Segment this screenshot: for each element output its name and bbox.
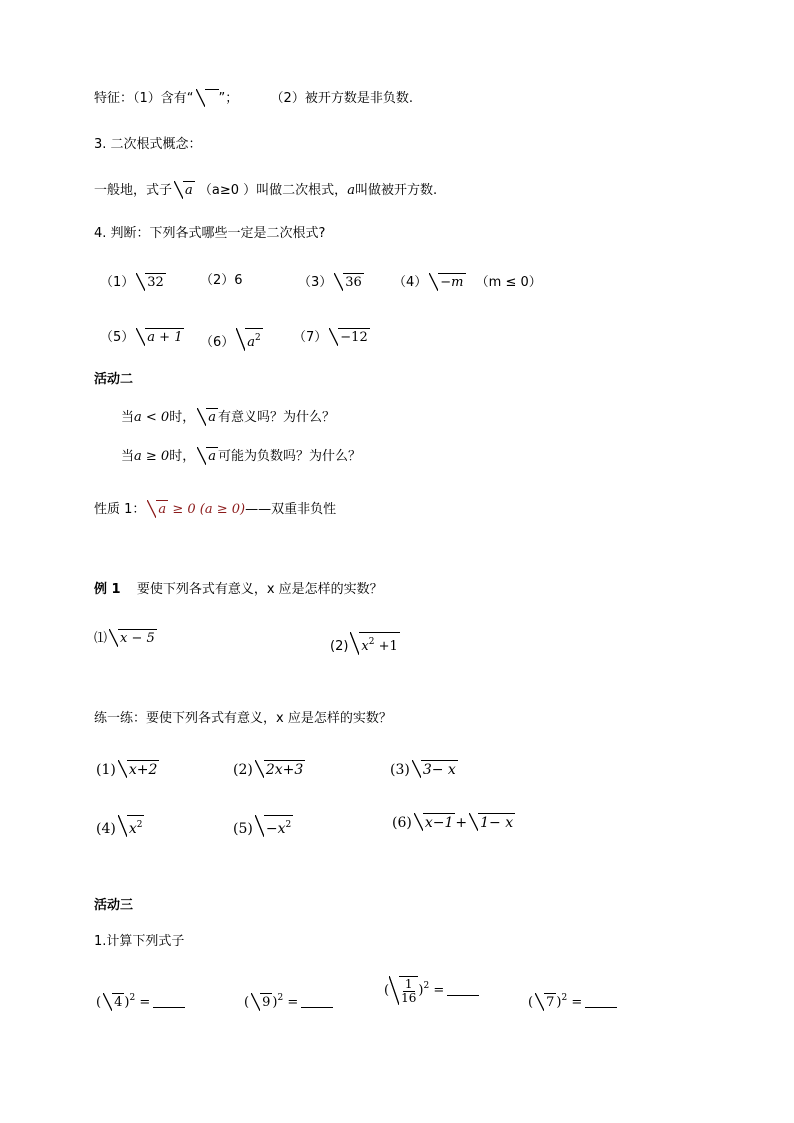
practice-item-5: $(5) -x^2$ (233, 815, 293, 837)
example1-item-1: ⑴ x − 5 (94, 631, 155, 646)
judge-item-5: （5） a + 1 (100, 330, 183, 345)
definition-part2: 叫做被开方数. (354, 183, 438, 198)
example1-label: 例 1 (94, 582, 121, 597)
property-line (94, 500, 336, 518)
feature-line (94, 89, 413, 107)
practice-item-6: (6) x−1 + 1− x (392, 815, 514, 831)
practice-item-1: (1) x+2 (96, 762, 158, 778)
example1-line (94, 582, 383, 598)
judge-item-7: （7） −12 (293, 330, 368, 345)
property-radical: a (147, 500, 168, 518)
definition-var2: a (347, 183, 355, 198)
judge-item-6: （6） $a^2$ (200, 328, 263, 351)
feature-item2: （2）被开方数是非负数. (270, 91, 413, 106)
example1-text: 要使下列各式有意义，x 应是怎样的实数？ (136, 582, 383, 597)
activity2-q1: 当a < 0时， a 有意义吗？为什么？ (121, 410, 335, 425)
practice-item-2: (2) 2x+3 (233, 762, 304, 778)
judge-item-2: （2）6 (200, 273, 243, 288)
example1-item-2: (2) $x^2 +1$ (330, 632, 400, 655)
activity3-subtitle: 1.计算下列式子 (94, 934, 185, 949)
section4-title: 4. 判断：下列各式哪些一定是二次根式? (94, 226, 326, 241)
property-expr: ≥ 0 (a ≥ 0) (172, 502, 246, 517)
answer-blank[interactable] (447, 983, 479, 996)
calc-item-3: ( $\frac{1}{16}$ )$^2$ = (384, 976, 479, 1005)
section3-title: 3. 二次根式概念： (94, 137, 202, 152)
calc-item-2: ( 9 )$^2$ = (244, 990, 333, 1011)
answer-blank[interactable] (301, 995, 333, 1008)
practice-item-4: (4) $x^2$ (96, 815, 144, 837)
practice-title: 练一练：要使下列各式有意义，x 应是怎样的实数？ (94, 711, 392, 726)
radical-symbol (196, 89, 219, 107)
calc-item-1: ( 4 )$^2$ = (96, 990, 185, 1011)
judge-item-1: （1） 32 (100, 275, 164, 290)
property-post: ——双重非负性 (245, 502, 337, 517)
judge-item-4: （4） −m （m ≤ 0） (393, 275, 542, 290)
definition-part1: 一般地，式子 (94, 183, 173, 198)
definition-cond: （a≥0 ）叫做二次根式， (198, 183, 348, 198)
activity2-title: 活动二 (94, 372, 134, 387)
activity3-title: 活动三 (94, 898, 134, 913)
activity2-q2: 当a ≥ 0时， a 可能为负数吗？为什么？ (121, 449, 361, 464)
feature-prefix: 特征：（1）含有“ (94, 91, 194, 106)
definition-line (94, 181, 437, 199)
answer-blank[interactable] (585, 995, 617, 1008)
property-label: 性质 1： (94, 502, 146, 517)
answer-blank[interactable] (153, 995, 185, 1008)
judge-item-3: （3） 36 (298, 275, 362, 290)
definition-radical: a (174, 181, 195, 199)
feature-suffix: ”； (218, 91, 239, 106)
practice-item-3: (3) 3− x (390, 762, 456, 778)
calc-item-4: ( 7 )$^2$ = (528, 990, 617, 1011)
